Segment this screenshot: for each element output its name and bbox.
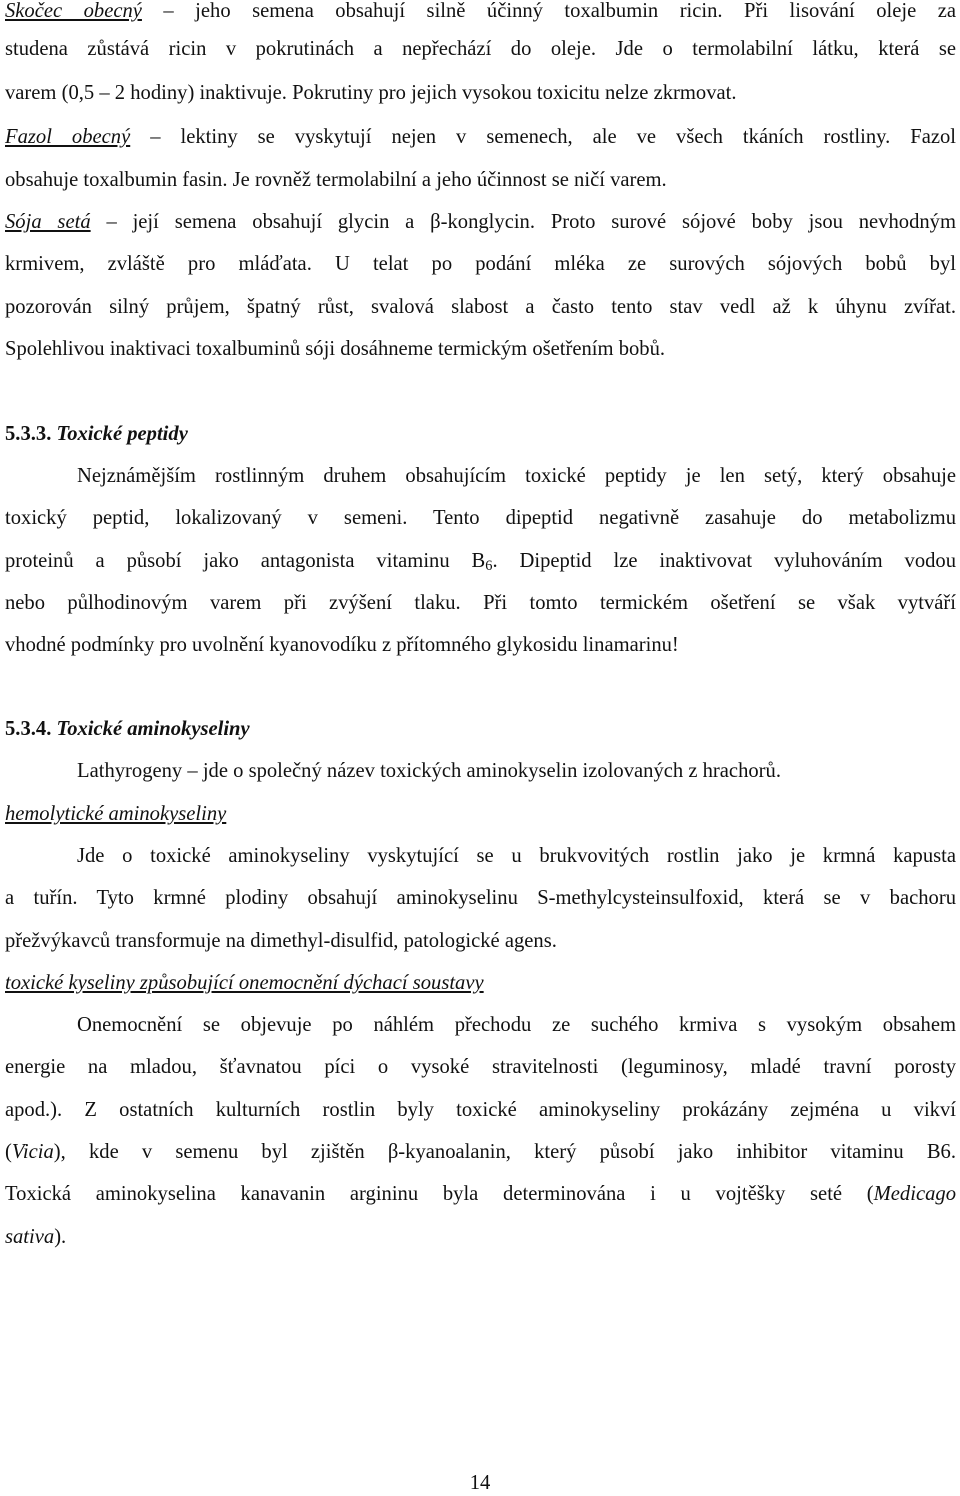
paragraph-line: Spolehlivou inaktivaci toxalbuminů sóji dosáhneme termickým ošetřením bobů.	[5, 338, 666, 360]
paragraph-line: energie na mladou, šťavnatou píci o vysoké stravitelnosti (leguminosy, mladé travní porosty	[5, 1056, 956, 1078]
paragraph-line: Jde o toxické aminokyseliny vyskytující se u brukvovitých rostlin jako je krmná kapusta	[77, 845, 956, 867]
paragraph-line: Fazol obecný – lektiny se vyskytují nejen v semenech, ale ve všech tkáních rostliny. Fazol	[5, 126, 957, 148]
paragraph-line: Nejznámějším rostlinným druhem obsahujícím toxické peptidy je len setý, který obsahuje	[77, 465, 956, 487]
paragraph-line: Skočec obecný – jeho semena obsahují silně účinný toxalbumin ricin. Při lisování oleje za	[5, 0, 956, 22]
paragraph-line: Sója setá – její semena obsahují glycin a β-konglycin. Proto surové sójové boby jsou nevhodným	[5, 211, 957, 233]
paragraph-line: nebo půlhodinovým varem při zvýšení tlaku. Při tomto termickém ošetření se však vytváří	[5, 592, 956, 614]
subheading-hemolytic: hemolytické aminokyseliny	[5, 803, 227, 825]
paragraph-line: toxický peptid, lokalizovaný v semeni. Tento dipeptid negativně zasahuje do metabolizmu	[5, 507, 956, 529]
paragraph-line: studena zůstává ricin v pokrutinách a nepřechází do oleje. Jde o termolabilní látku, která se	[5, 38, 956, 60]
paragraph-line: sativa).	[5, 1226, 67, 1248]
paragraph-line: Onemocnění se objevuje po náhlém přechodu ze suchého krmiva s vysokým obsahem	[77, 1014, 956, 1036]
section-heading-5-3-3: 5.3.3. Toxické peptidy	[5, 423, 188, 445]
page-number: 14	[469, 1472, 491, 1494]
term-skocec: Skočec obecný	[5, 0, 142, 22]
paragraph-line: pozorován silný průjem, špatný růst, svalová slabost a často tento stav vedl až k úhynu zvířat.	[5, 296, 956, 318]
paragraph-line: varem (0,5 – 2 hodiny) inaktivuje. Pokrutiny pro jejich vysokou toxicitu nelze zkrmovat.	[5, 82, 737, 104]
term-soja: Sója setá	[5, 211, 91, 233]
paragraph-line: Lathyrogeny – jde o společný název toxických aminokyselin izolovaných z hrachorů.	[77, 760, 781, 782]
subheading-respiratory: toxické kyseliny způsobující onemocnění dýchací soustavy	[5, 972, 484, 994]
term-fazol: Fazol obecný	[5, 126, 131, 148]
paragraph-line: a tuřín. Tyto krmné plodiny obsahují aminokyselinu S-methylcysteinsulfoxid, která se v bachoru	[5, 887, 956, 909]
paragraph-line: Toxická aminokyselina kanavanin argininu byla determinována i u vojtěšky seté (Medicago	[5, 1183, 956, 1205]
paragraph-line: vhodné podmínky pro uvolnění kyanovodíku z přítomného glykosidu linamarinu!	[5, 634, 679, 656]
section-heading-5-3-4: 5.3.4. Toxické aminokyseliny	[5, 718, 250, 740]
paragraph-line: apod.). Z ostatních kulturních rostlin byly toxické aminokyseliny prokázány zejména u vikví	[5, 1099, 956, 1121]
paragraph-line: krmivem, zvláště pro mláďata. U telat po podání mléka ze surových sójových bobů byl	[5, 253, 956, 275]
paragraph-line: proteinů a působí jako antagonista vitaminu $B_6$. Dipeptid lze inaktivovat vyluhováním vodou	[5, 550, 957, 574]
paragraph-line: přežvýkavců transformuje na dimethyl-disulfid, patologické agens.	[5, 930, 557, 952]
paragraph-line: obsahuje toxalbumin fasin. Je rovněž termolabilní a jeho účinnost se ničí varem.	[5, 169, 667, 191]
paragraph-line: (Vicia), kde v semenu byl zjištěn β-kyanoalanin, který působí jako inhibitor vitaminu B6.	[5, 1141, 956, 1163]
